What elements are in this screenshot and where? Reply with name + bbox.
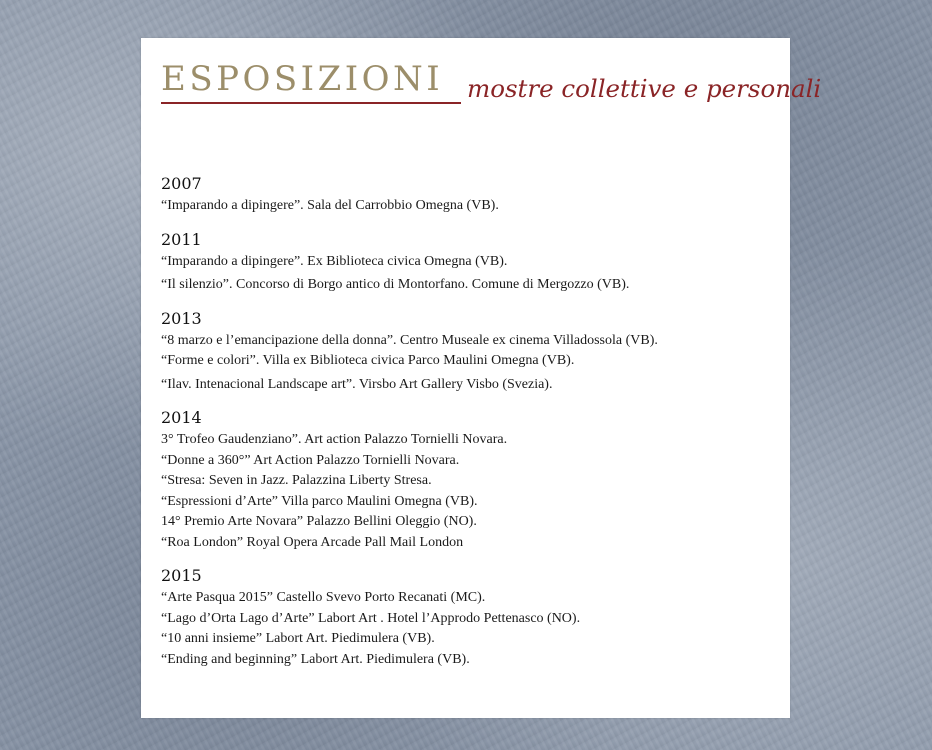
title-underline: [161, 102, 461, 104]
year-block-2014: [161, 407, 781, 553]
exhibition-entry: “8 marzo e l’emancipazione della donna”. Centro Museale ex cinema Villadossola (VB).: [161, 332, 658, 348]
year-heading: 2011: [161, 229, 202, 249]
exhibition-entry: “Stresa: Seven in Jazz. Palazzina Liberty Stresa.: [161, 473, 432, 488]
exhibition-entry: “Roa London” Royal Opera Arcade Pall Mail London: [161, 534, 464, 550]
exhibition-entry: “Forme e colori”. Villa ex Biblioteca civica Parco Maulini Omegna (VB).: [161, 353, 575, 368]
exhibition-entry: “Imparando a dipingere”. Ex Biblioteca civica Omegna (VB).: [161, 253, 508, 269]
year-heading: 2007: [161, 174, 202, 193]
year-heading: 2014: [161, 408, 202, 427]
exhibitions-panel: [141, 38, 822, 718]
exhibition-entry: “Ending and beginning” Labort Art. Piedimulera (VB).: [161, 651, 470, 667]
page-subtitle: mostre collettive e personali: [467, 74, 822, 103]
year-heading: 2015: [161, 566, 202, 585]
year-block-2011: [161, 229, 781, 296]
exhibition-entry: “Imparando a dipingere”. Sala del Carrobbio Omegna (VB).: [161, 198, 499, 213]
exhibition-entry: “Lago d’Orta Lago d’Arte” Labort Art . Hotel l’Approdo Pettenasco (NO).: [161, 610, 581, 626]
exhibition-entry: “Arte Pasqua 2015” Castello Svevo Porto Recanati (MC).: [161, 590, 486, 605]
year-block-2007: [161, 173, 781, 217]
exhibition-entry: “Espressioni d’Arte” Villa parco Maulini Omegna (VB).: [161, 493, 478, 509]
page-title: ESPOSIZIONI: [161, 59, 444, 99]
year-block-2013: [161, 308, 781, 396]
exhibition-entry: 3° Trofeo Gaudenziano”. Art action Palazzo Tornielli Novara.: [161, 432, 508, 447]
exhibition-entry: “Donne a 360°” Art Action Palazzo Tornielli Novara.: [161, 452, 460, 468]
exhibition-entry: “10 anni insieme” Labort Art. Piedimulera (VB).: [161, 631, 435, 646]
year-block-2015: [161, 565, 781, 670]
exhibition-entry: 14° Premio Arte Novara” Palazzo Bellini Oleggio (NO).: [161, 514, 477, 529]
exhibition-entry: “Ilav. Intenacional Landscape art”. Virsbo Art Gallery Visbo (Svezia).: [161, 376, 553, 392]
exhibitions-list: [161, 173, 781, 682]
exhibition-entry: “Il silenzio”. Concorso di Borgo antico di Montorfano. Comune di Mergozzo (VB).: [161, 277, 630, 292]
year-heading: 2013: [161, 308, 202, 328]
page-header: [161, 59, 822, 110]
